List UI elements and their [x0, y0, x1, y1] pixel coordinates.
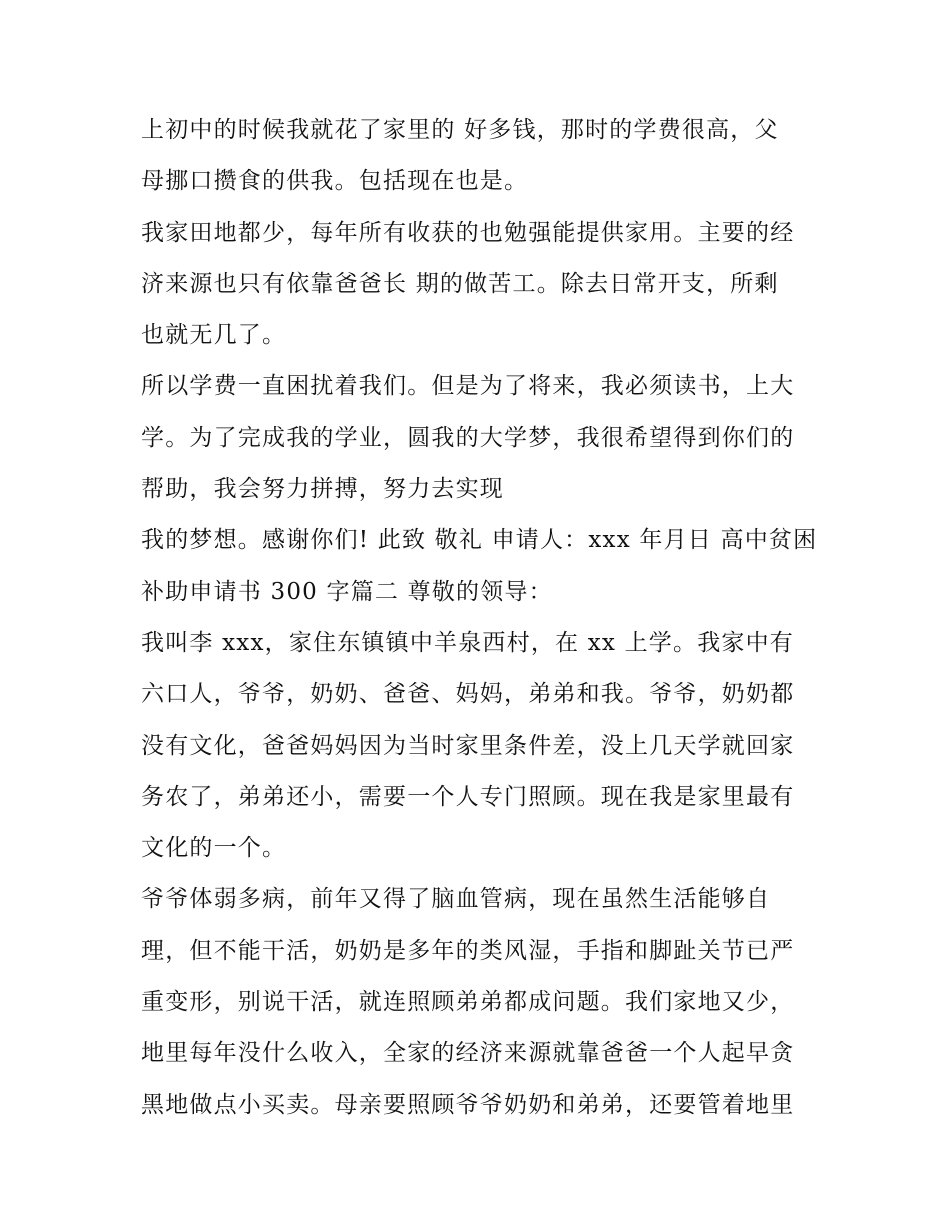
text-line: 爷爷体弱多病，前年又得了脑血管病，现在虽然生活能够自: [141, 886, 771, 913]
text-line: 所以学费一直困扰着我们。但是为了将来，我必须读书，上大: [141, 373, 795, 400]
text-line: 也就无几了。: [141, 322, 287, 349]
text-line: 补助申请书 300 字篇二 尊敬的领导：: [141, 578, 553, 605]
text-line: 务农了，弟弟还小，需要一个人专门照顾。现在我是家里最有: [141, 783, 795, 810]
text-line: 黑地做点小买卖。母亲要照顾爷爷奶奶和弟弟，还要管着地里: [141, 1091, 795, 1118]
text-line: 济来源也只有依靠爸爸长 期的做苦工。除去日常开支，所剩: [141, 270, 779, 297]
text-line: 地里每年没什么收入，全家的经济来源就靠爸爸一个人起早贪: [141, 1040, 795, 1067]
text-line: 六口人，爷爷，奶奶、爸爸、妈妈，弟弟和我。爷爷，奶奶都: [141, 681, 795, 708]
text-line: 我家田地都少，每年所有收获的也勉强能提供家用。主要的经: [141, 219, 795, 246]
text-line: 文化的一个。: [141, 835, 287, 862]
text-line: 重变形，别说干活，就连照顾弟弟都成问题。我们家地又少，: [141, 989, 795, 1016]
text-line: 学。为了完成我的学业，圆我的大学梦，我很希望得到你们的: [141, 424, 795, 451]
text-line: 帮助，我会努力拼搏，努力去实现: [141, 476, 504, 503]
text-line: 没有文化，爸爸妈妈因为当时家里条件差，没上几天学就回家: [141, 732, 795, 759]
text-line: 我的梦想。感谢你们! 此致 敬礼 申请人：xxx 年月日 高中贫困: [141, 527, 818, 554]
text-line: 母挪口攒食的供我。包括现在也是。: [141, 168, 529, 195]
text-line: 理，但不能干活，奶奶是多年的类风湿，手指和脚趾关节已严: [141, 937, 795, 964]
document-body: [141, 111, 821, 1137]
text-line: 上初中的时候我就花了家里的 好多钱，那时的学费很高，父: [141, 117, 779, 143]
text-line: 我叫李 xxx，家住东镇镇中羊泉西村，在 xx 上学。我家中有: [141, 629, 794, 656]
